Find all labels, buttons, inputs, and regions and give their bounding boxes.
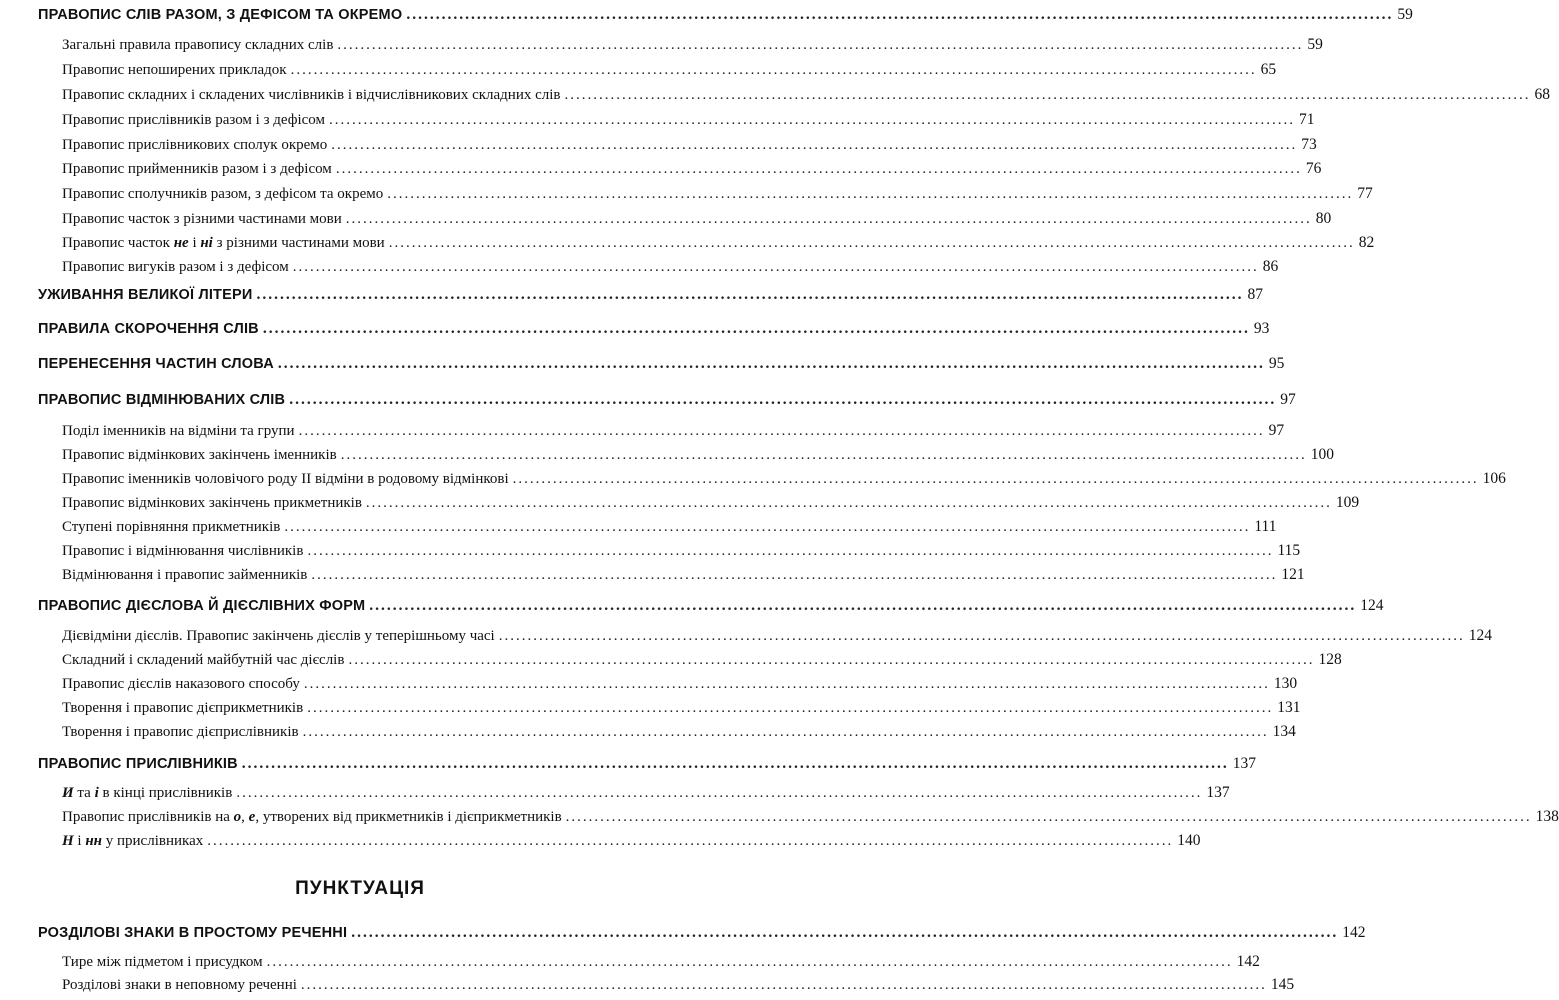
dot-leader: ........................................................................................................................................................................: [302, 724, 1269, 740]
dot-leader: ........................................................................................................................................................................: [365, 495, 1332, 511]
toc-item[interactable]: [0, 470, 1506, 494]
toc-section-title: ПЕРЕНЕСЕННЯ ЧАСТИН СЛОВА: [38, 356, 274, 372]
toc-item-title: Правопис сполучників разом, з дефісом та окремо: [62, 186, 384, 202]
dot-leader: ........................................................................................................................................................................: [564, 87, 1531, 103]
toc-page-number: 71: [1299, 111, 1315, 128]
toc-page-number: 80: [1315, 210, 1332, 227]
toc-page-number: 87: [1247, 286, 1263, 303]
dot-leader: ........................................................................................................................................................................: [369, 597, 1357, 614]
emphasis: не: [173, 235, 189, 251]
toc-item-title: [62, 785, 232, 802]
emphasis: і: [94, 785, 99, 801]
dot-leader: ........................................................................................................................................................................: [266, 954, 1233, 970]
dot-leader: ........................................................................................................................................................................: [262, 320, 1250, 337]
title-part: , утворених від прикметників і дієприкметників: [255, 809, 562, 825]
toc-page-number: 86: [1262, 258, 1279, 275]
dot-leader: ........................................................................................................................................................................: [512, 471, 1479, 487]
title-part: з різними частинами мови: [212, 235, 385, 251]
toc-page-number: 59: [1307, 36, 1323, 53]
toc-item[interactable]: [0, 699, 1301, 723]
toc-page-number: 128: [1318, 651, 1342, 668]
toc-item-title: Ступені порівняння прикметників: [62, 519, 281, 535]
emphasis: Н: [62, 833, 74, 849]
toc-item[interactable]: [0, 832, 1201, 856]
toc-item-title: [62, 809, 562, 826]
toc-item[interactable]: [0, 675, 1298, 699]
dot-leader: ........................................................................................................................................................................: [329, 112, 1295, 128]
toc-item[interactable]: [0, 422, 1285, 446]
toc-item[interactable]: [0, 111, 1315, 135]
toc-item[interactable]: [0, 784, 1230, 808]
toc-item[interactable]: [0, 136, 1317, 160]
dot-leader: ........................................................................................................................................................................: [292, 259, 1259, 275]
toc-page-number: 82: [1358, 234, 1375, 251]
toc-item[interactable]: [0, 446, 1334, 470]
toc-item-title: Творення і правопис дієприкметників: [62, 700, 304, 716]
toc-item-title: Загальні правила правопису складних слів: [62, 37, 334, 53]
dot-leader: ........................................................................................................................................................................: [351, 924, 1339, 941]
dot-leader: ........................................................................................................................................................................: [300, 977, 1267, 993]
toc-item[interactable]: [0, 518, 1277, 542]
title-part: та: [73, 785, 95, 801]
toc-section-title: РОЗДІЛОВІ ЗНАКИ В ПРОСТОМУ РЕЧЕННІ: [38, 925, 348, 941]
toc-item-title: Правопис відмінкових закінчень прикметників: [62, 495, 362, 511]
toc-section-1[interactable]: [0, 6, 1413, 30]
toc-page-number: 73: [1301, 136, 1317, 153]
toc-item-title: Правопис відмінкових закінчень іменників: [62, 447, 337, 463]
dot-leader: ........................................................................................................................................................................: [565, 809, 1532, 825]
toc-page-number: 106: [1482, 470, 1506, 487]
toc-page-number: 142: [1342, 924, 1366, 941]
toc-item-title: Правопис вигуків разом і з дефісом: [62, 259, 289, 275]
toc-item[interactable]: [0, 210, 1332, 234]
toc-item[interactable]: [0, 651, 1342, 675]
toc-item[interactable]: [0, 61, 1277, 85]
toc-page-number: 97: [1280, 391, 1296, 408]
toc-page-number: 111: [1254, 518, 1277, 535]
title-part: ,: [241, 809, 249, 825]
toc-page-number: 65: [1260, 61, 1277, 78]
title-part: і: [73, 833, 86, 849]
toc-item-title: Розділові знаки в неповному реченні: [62, 977, 297, 993]
toc-section-title: ПРАВОПИС ПРИСЛІВНИКІВ: [38, 756, 238, 772]
toc-item-title: Правопис прислівників разом і з дефісом: [62, 112, 325, 128]
dot-leader: ........................................................................................................................................................................: [311, 567, 1278, 583]
toc-item[interactable]: [0, 494, 1360, 518]
dot-leader: ........................................................................................................................................................................: [388, 235, 1355, 251]
toc-item-title: Відмінювання і правопис займенників: [62, 567, 308, 583]
toc-section-2[interactable]: [0, 286, 1263, 310]
dot-leader: ........................................................................................................................................................................: [387, 186, 1354, 202]
title-part: Правопис часток: [62, 235, 174, 251]
toc-item[interactable]: [0, 976, 1295, 1000]
toc-page-number: 140: [1177, 832, 1201, 849]
toc-page-number: 68: [1534, 86, 1550, 103]
dot-leader: ........................................................................................................................................................................: [277, 355, 1265, 372]
dot-leader: ........................................................................................................................................................................: [345, 211, 1312, 227]
dot-leader: ........................................................................................................................................................................: [284, 519, 1251, 535]
toc-section-title: ПРАВОПИС СЛІВ РАЗОМ, З ДЕФІСОМ ТА ОКРЕМО: [38, 7, 403, 23]
dot-leader: ........................................................................................................................................................................: [256, 286, 1244, 303]
dot-leader: ........................................................................................................................................................................: [348, 652, 1315, 668]
toc-item-title: Правопис часток з різними частинами мови: [62, 211, 342, 227]
dot-leader: ........................................................................................................................................................................: [303, 676, 1270, 692]
dot-leader: ........................................................................................................................................................................: [307, 700, 1274, 716]
toc-section-title: ПРАВИЛА СКОРОЧЕННЯ СЛІВ: [38, 321, 259, 337]
toc-page-number: 121: [1281, 566, 1305, 583]
toc-item-title: Правопис прийменників разом і з дефісом: [62, 161, 332, 177]
emphasis: нн: [85, 833, 102, 849]
dot-leader: ........................................................................................................................................................................: [331, 137, 1298, 153]
toc-page-number: 115: [1277, 542, 1301, 559]
toc-item[interactable]: [0, 723, 1296, 747]
part-heading: ПУНКТУАЦІЯ: [295, 878, 425, 899]
toc-page-number: 137: [1232, 755, 1257, 772]
dot-leader: ........................................................................................................................................................................: [236, 785, 1203, 801]
toc-item-title: Творення і правопис дієприслівників: [62, 724, 299, 740]
toc-page-number: 77: [1357, 185, 1373, 202]
toc-page-number: 145: [1270, 976, 1295, 993]
toc-item[interactable]: [0, 627, 1492, 651]
toc-item[interactable]: [0, 160, 1322, 184]
toc-section-4[interactable]: [0, 355, 1285, 379]
toc-item-title: [62, 833, 203, 850]
emphasis: И: [62, 785, 74, 801]
toc-item[interactable]: [0, 808, 1559, 832]
emphasis: е: [248, 809, 256, 825]
toc-item-title: Правопис дієслів наказового способу: [62, 676, 300, 692]
title-part: і: [188, 235, 201, 251]
toc-section-3[interactable]: [0, 320, 1270, 344]
title-part: в кінці прислівників: [98, 785, 233, 801]
toc-page-number: 124: [1360, 597, 1384, 614]
toc-section-5[interactable]: [0, 391, 1296, 415]
toc-item-title: Правопис непоширених прикладок: [62, 62, 287, 78]
toc-page-number: 142: [1236, 953, 1260, 970]
toc-item-title: Правопис складних і складених числівників і відчислівникових складних слів: [62, 87, 561, 103]
dot-leader: ........................................................................................................................................................................: [498, 628, 1465, 644]
toc-page-number: 76: [1305, 160, 1322, 177]
toc-item[interactable]: [0, 185, 1373, 209]
toc-item[interactable]: [0, 234, 1375, 258]
dot-leader: ........................................................................................................................................................................: [335, 161, 1302, 177]
dot-leader: ........................................................................................................................................................................: [340, 447, 1307, 463]
toc-item-title: [62, 235, 385, 252]
dot-leader: ........................................................................................................................................................................: [290, 62, 1257, 78]
toc-page-number: 109: [1335, 494, 1360, 511]
emphasis: о: [233, 809, 242, 825]
dot-leader: ........................................................................................................................................................................: [289, 391, 1277, 408]
dot-leader: ........................................................................................................................................................................: [406, 6, 1394, 23]
toc-page-number: 130: [1273, 675, 1298, 692]
dot-leader: ........................................................................................................................................................................: [241, 755, 1229, 772]
toc-section-title: ПРАВОПИС ВІДМІНЮВАНИХ СЛІВ: [38, 392, 286, 408]
toc-item[interactable]: [0, 36, 1323, 60]
toc-item-title: Правопис і відмінювання числівників: [62, 543, 304, 559]
toc-item[interactable]: [0, 566, 1305, 590]
toc-page-number: 124: [1468, 627, 1492, 644]
toc-item[interactable]: [0, 542, 1301, 566]
toc-item-title: Складний і складений майбутній час дієслів: [62, 652, 345, 668]
toc-page-number: 95: [1268, 355, 1285, 372]
dot-leader: ........................................................................................................................................................................: [337, 37, 1304, 53]
toc-page-number: 131: [1277, 699, 1301, 716]
toc-item-title: Тире між підметом і присудком: [62, 954, 263, 970]
toc-item[interactable]: [0, 86, 1550, 110]
dot-leader: ........................................................................................................................................................................: [207, 833, 1174, 849]
toc-page-number: 93: [1253, 320, 1270, 337]
title-part: Правопис прислівників на: [62, 809, 234, 825]
toc-page-number: 134: [1272, 723, 1296, 740]
title-part: у прислівниках: [102, 833, 204, 849]
toc-item[interactable]: [0, 258, 1279, 282]
emphasis: ні: [200, 235, 213, 251]
toc-section-7[interactable]: [0, 755, 1257, 779]
dot-leader: ........................................................................................................................................................................: [307, 543, 1274, 559]
toc-section-8[interactable]: [0, 924, 1366, 948]
toc-item-title: Дієвідміни дієслів. Правопис закінчень дієслів у теперішньому часі: [62, 628, 495, 644]
toc-page-number: 97: [1268, 422, 1285, 439]
dot-leader: ........................................................................................................................................................................: [298, 423, 1265, 439]
toc-item[interactable]: [0, 953, 1260, 977]
toc-item-title: Правопис прислівникових сполук окремо: [62, 137, 328, 153]
toc-item-title: Правопис іменників чоловічого роду ІІ відміни в родовому відмінкові: [62, 471, 509, 487]
toc-section-6[interactable]: [0, 597, 1384, 621]
toc-page-number: 59: [1397, 6, 1413, 23]
toc-page-number: 100: [1310, 446, 1334, 463]
toc-section-title: УЖИВАННЯ ВЕЛИКОЇ ЛІТЕРИ: [38, 287, 253, 303]
toc-item-title: Поділ іменників на відміни та групи: [62, 423, 295, 439]
toc-page-number: 138: [1535, 808, 1559, 825]
toc-section-title: ПРАВОПИС ДІЄСЛОВА Й ДІЄСЛІВНИХ ФОРМ: [38, 598, 366, 614]
toc-page-number: 137: [1206, 784, 1230, 801]
